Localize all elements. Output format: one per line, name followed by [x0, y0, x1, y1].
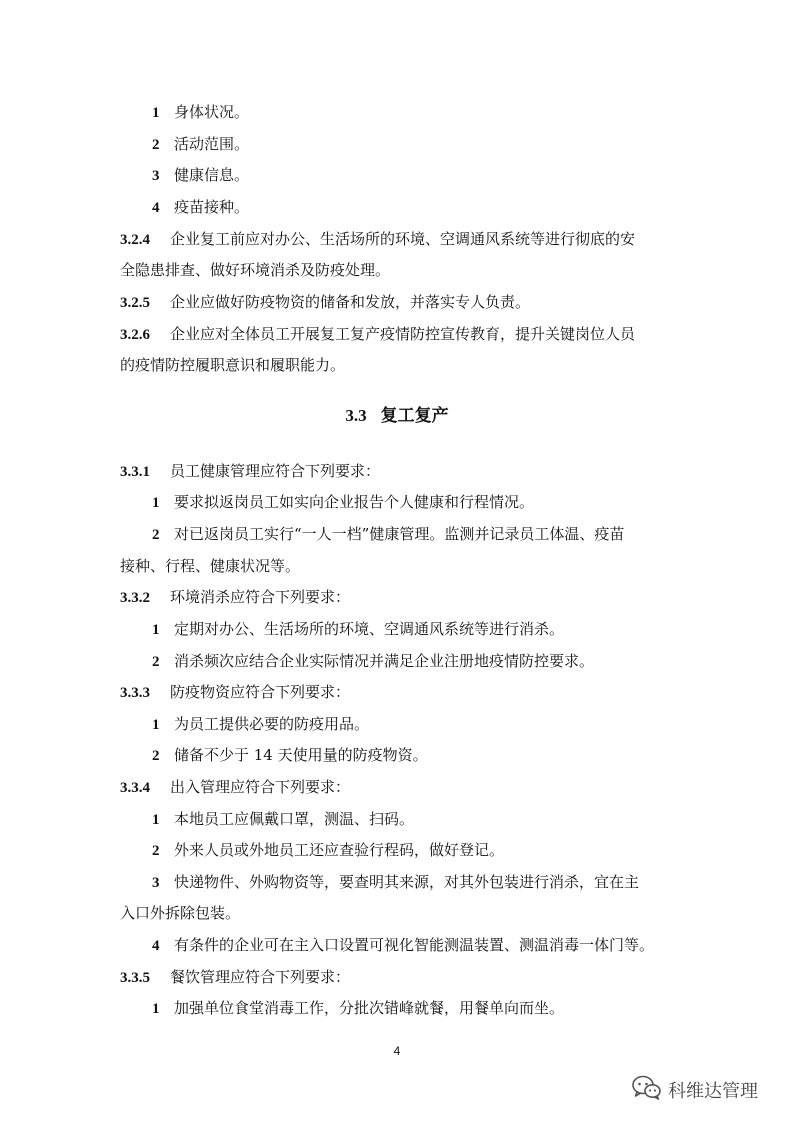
- list-item: 3 快递物件、外购物资等，要查明其来源，对其外包装进行消杀，宜在主: [152, 873, 640, 891]
- clause-3-3-5: 3.3.5 餐饮管理应符合下列要求：: [120, 968, 351, 986]
- list-item: 2 消杀频次应结合企业实际情况并满足企业注册地疫情防控要求。: [152, 652, 595, 670]
- list-item: 1 要求拟返岗员工如实向企业报告个人健康和行程情况。: [152, 493, 535, 511]
- list-item: 1 本地员工应佩戴口罩，测温、扫码。: [152, 810, 415, 828]
- list-item: 1 为员工提供必要的防疫用品。: [152, 715, 370, 733]
- wechat-icon: [632, 1075, 662, 1106]
- clause-3-2-4: 3.2.4 企业复工前应对办公、生活场所的环境、空调通风系统等进行彻底的安: [120, 230, 636, 248]
- clause-3-2-6: 3.2.6 企业应对全体员工开展复工复产疫情防控宣传教育，提升关键岗位人员: [120, 325, 636, 343]
- list-item: 2 外来人员或外地员工还应查验行程码，做好登记。: [152, 841, 505, 859]
- list-item-cont: 入口外拆除包装。: [120, 904, 241, 922]
- list-item: 1 加强单位食堂消毒工作，分批次错峰就餐，用餐单向而坐。: [152, 999, 565, 1017]
- list-item: 2 储备不少于 14 天使用量的防疫物资。: [152, 746, 428, 764]
- clause-3-3-1: 3.3.1 员工健康管理应符合下列要求：: [120, 462, 381, 480]
- clause-3-3-2: 3.3.2 环境消杀应符合下列要求：: [120, 588, 351, 606]
- clause-3-3-3: 3.3.3 防疫物资应符合下列要求：: [120, 683, 351, 701]
- list-item: 4 疫苗接种。: [152, 198, 250, 216]
- page-number: 4: [393, 1044, 401, 1058]
- clause-3-3-4: 3.3.4 出入管理应符合下列要求：: [120, 778, 351, 796]
- clause-3-2-6-cont: 的疫情防控履职意识和履职能力。: [120, 356, 346, 374]
- clause-3-2-5: 3.2.5 企业应做好防疫物资的储备和发放，并落实专人负责。: [120, 293, 531, 311]
- list-item: 4 有条件的企业可在主入口设置可视化智能测温装置、测温消毒一体门等。: [152, 936, 655, 954]
- list-item: 2 对已返岗员工实行“一人一档”健康管理。监测并记录员工体温、疫苗: [152, 525, 625, 543]
- list-item-cont: 接种、行程、健康状况等。: [120, 557, 301, 575]
- list-item: 2 活动范围。: [152, 135, 250, 153]
- list-item: 1 身体状况。: [152, 103, 250, 121]
- watermark-text: 科维达管理: [668, 1081, 758, 1102]
- section-heading: 3.3 复工复产: [345, 406, 449, 426]
- list-item: 3 健康信息。: [152, 166, 250, 184]
- clause-3-2-4-cont: 全隐患排查、做好环境消杀及防疫处理。: [120, 261, 391, 279]
- watermark: [632, 1072, 758, 1108]
- list-item: 1 定期对办公、生活场所的环境、空调通风系统等进行消杀。: [152, 620, 565, 638]
